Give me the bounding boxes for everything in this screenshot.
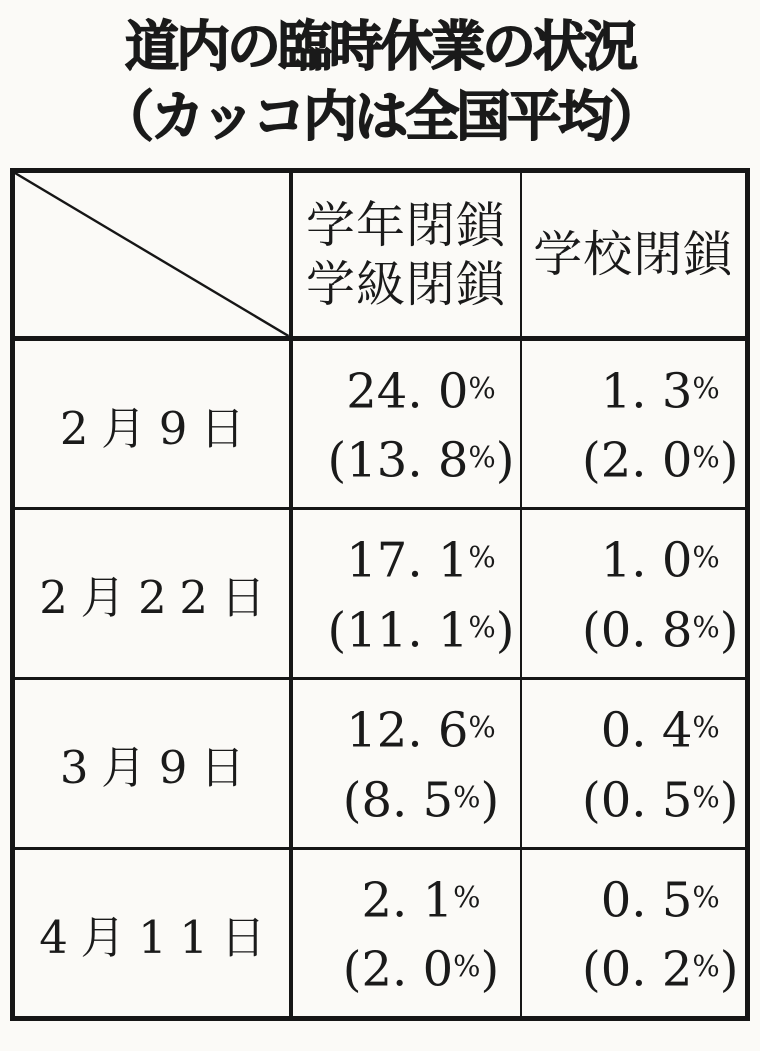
diagonal-line (15, 173, 289, 336)
national-average-rate: (13. 8%) (327, 432, 515, 489)
closure-rate: 1. 0% (600, 532, 720, 589)
column-header-school-closure-line: 学校閉鎖 (533, 226, 734, 283)
national-average-rate: (8. 5%) (342, 772, 500, 828)
percent-sign: % (468, 370, 496, 405)
date-cell: 2月22日 (13, 509, 291, 679)
percent-sign: % (468, 710, 496, 744)
school-closure-cell (521, 509, 748, 679)
percent-sign: % (468, 609, 496, 644)
national-average-rate: (0. 8%) (582, 602, 739, 658)
closure-rate: 0. 4% (600, 702, 720, 759)
national-average-rate: (0. 5%) (582, 772, 739, 828)
percent-sign: % (692, 879, 720, 914)
grade-class-closure-cell (291, 849, 521, 1019)
school-closure-cell (521, 679, 748, 849)
closure-status-table (10, 168, 750, 1021)
column-header-grade-closure-line: 学年閉鎖 (305, 196, 506, 254)
percent-sign: % (692, 540, 720, 574)
percent-sign: % (692, 370, 720, 405)
closure-rate: 1. 3% (600, 363, 720, 419)
column-header-grade-class-closure (291, 171, 521, 339)
closure-rate: 0. 5% (600, 872, 720, 928)
page-title-line1: 道内の臨時休業の状況 (125, 17, 635, 77)
page-title (0, 0, 760, 152)
percent-sign: % (453, 949, 481, 983)
grade-class-closure-cell (291, 509, 521, 679)
percent-sign: % (692, 609, 720, 644)
page-title-line2: （カッコ内は全国平均） (99, 87, 661, 147)
grade-class-closure-cell (291, 339, 521, 509)
grade-class-closure-cell (291, 679, 521, 849)
percent-sign: % (453, 779, 481, 814)
percent-sign: % (692, 949, 720, 983)
table-row-feb9 (13, 339, 748, 509)
percent-sign: % (468, 440, 496, 474)
table-row-apr11 (13, 849, 748, 1019)
national-average-rate: (11. 1%) (327, 602, 515, 658)
table-row-mar9 (13, 679, 748, 849)
column-header-class-closure-line: 学級閉鎖 (305, 255, 506, 313)
percent-sign: % (692, 779, 720, 814)
date-cell: 4月11日 (13, 849, 291, 1019)
national-average-rate: (2. 0%) (342, 941, 500, 998)
percent-sign: % (453, 879, 481, 914)
closure-rate: 2. 1% (361, 872, 481, 928)
percent-sign: % (692, 440, 720, 474)
date-cell: 2月9日 (13, 339, 291, 509)
date-cell: 3月9日 (13, 679, 291, 849)
column-header-school-closure (521, 171, 748, 339)
closure-rate: 12. 6% (346, 702, 496, 759)
closure-rate: 17. 1% (346, 532, 496, 589)
table-row-feb22 (13, 509, 748, 679)
corner-cell (13, 171, 291, 339)
school-closure-cell (521, 849, 748, 1019)
percent-sign: % (692, 710, 720, 744)
national-average-rate: (0. 2%) (582, 941, 739, 998)
school-closure-cell (521, 339, 748, 509)
header-row (13, 171, 748, 339)
national-average-rate: (2. 0%) (582, 432, 739, 489)
closure-rate: 24. 0% (346, 363, 496, 419)
percent-sign: % (468, 540, 496, 574)
